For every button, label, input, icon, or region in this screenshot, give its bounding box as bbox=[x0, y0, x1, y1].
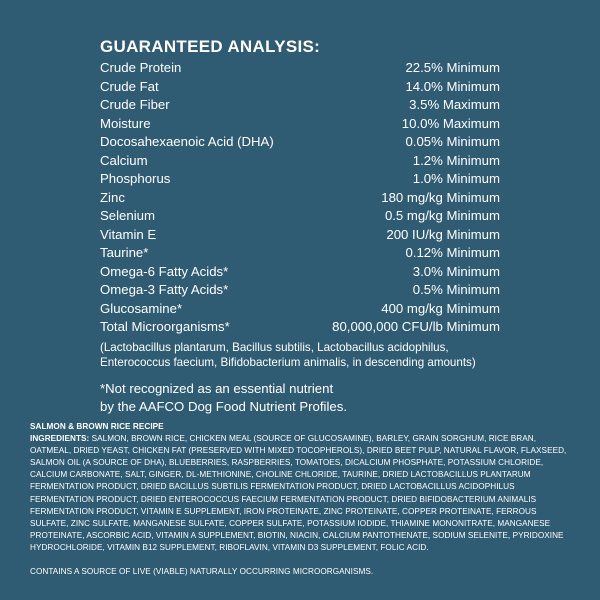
nutrient-value: 180 mg/kg Minimum bbox=[381, 189, 500, 205]
analysis-row bbox=[100, 244, 500, 263]
analysis-row bbox=[100, 133, 500, 152]
nutrient-value: 200 IU/kg Minimum bbox=[386, 226, 500, 242]
footnote-line: by the AAFCO Dog Food Nutrient Profiles. bbox=[100, 399, 348, 414]
nutrient-value: 80,000,000 CFU/lb Minimum bbox=[332, 319, 500, 334]
nutrient-value: 22.5% Minimum bbox=[405, 60, 500, 75]
nutrient-name: Omega-6 Fatty Acids* bbox=[100, 263, 229, 279]
analysis-row bbox=[100, 115, 500, 134]
microorganisms-note-line: Enterococcus faecium, Bifidobacterium animalis, in descending amounts) bbox=[100, 356, 476, 369]
microorganisms-note-line: (Lactobacillus plantarum, Bacillus subtilis, Lactobacillus acidophilus, bbox=[100, 340, 449, 354]
nutrient-value: 3.0% Minimum bbox=[412, 263, 500, 279]
microorganisms-note bbox=[100, 340, 500, 371]
analysis-row bbox=[100, 226, 500, 245]
ingredients-text: SALMON, BROWN RICE, CHICKEN MEAL (SOURCE OF GLUCOSAMINE), BARLEY, GRAIN SORGHUM, RICE BRAN, OATMEAL, DRIED YEAST, CHICKEN FAT (PRESERVED WITH MIXED TOCOPHEROLS), DRIED BEET PULP, NATURAL FLAVOR, FLAXSEED, SALMON OIL (A SOURCE OF DHA), BLUEBERRIES, RASPBERRIES, TOMATOES, DICALCIUM PHOSPHATE, POTASSIUM CHLORIDE, CALCIUM CARBONATE, SALT, GINGER, DL-METHIONINE, CHOLINE CHLORIDE, TAURINE, DRIED LACTOBACILLUS PLANTARUM FERMENTATION PRODUCT, DRIED BACILLUS SUBTILIS FERMENTATION PRODUCT, DRIED LACTOBACILLUS ACIDOPHILUS FERMENTATION PRODUCT, DRIED ENTEROCOCCUS FAECIUM FERMENTATION PRODUCT, DRIED BIFIDOBACTERIUM ANIMALIS FERMENTATION PRODUCT, VITAMIN E SUPPLEMENT, IRON PROTEINATE, ZINC PROTEINATE, COPPER PROTEINATE, FERROUS SULFATE, ZINC SULFATE, MANGANESE SULFATE, COPPER SULFATE, POTASSIUM IODIDE, THIAMINE MONONITRATE, MANGANESE PROTEINATE, ASCORBIC ACID, VITAMIN A SUPPLEMENT, BIOTIN, NIACIN, CALCIUM PANTOTHENATE, SODIUM SELENITE, PYRIDOXINE HYDROCHLORIDE, VITAMIN B12 SUPPLEMENT, RIBOFLAVIN, VITAMIN D3 SUPPLEMENT, FOLIC ACID. bbox=[30, 434, 567, 552]
nutrient-value: 0.05% Minimum bbox=[405, 134, 500, 149]
live-microorganisms-note: CONTAINS A SOURCE OF LIVE (VIABLE) NATURALLY OCCURRING MICROORGANISMS. bbox=[30, 567, 374, 577]
analysis-row bbox=[100, 78, 500, 97]
analysis-row bbox=[100, 263, 500, 282]
analysis-row bbox=[100, 152, 500, 171]
nutrient-value: 0.5 mg/kg Minimum bbox=[384, 208, 500, 223]
ingredients-section bbox=[30, 421, 575, 578]
guaranteed-analysis-heading: GUARANTEED ANALYSIS: bbox=[100, 37, 321, 56]
analysis-row bbox=[100, 59, 500, 78]
nutrient-value: 1.2% Minimum bbox=[412, 152, 500, 168]
nutrient-name: Crude Fat bbox=[100, 78, 159, 94]
nutrient-value: 14.0% Minimum bbox=[405, 78, 500, 94]
nutrient-name: Taurine* bbox=[100, 245, 149, 260]
nutrient-value: 10.0% Maximum bbox=[401, 115, 500, 131]
nutrient-name: Phosphorus bbox=[100, 171, 171, 186]
nutrient-value: 1.0% Minimum bbox=[412, 171, 500, 186]
nutrient-value: 3.5% Maximum bbox=[409, 97, 500, 112]
nutrient-name: Selenium bbox=[100, 208, 155, 223]
analysis-row bbox=[100, 318, 500, 337]
nutrient-name: Crude Protein bbox=[100, 60, 182, 75]
nutrient-name: Vitamin E bbox=[100, 226, 157, 242]
nutrient-name: Zinc bbox=[100, 189, 125, 205]
analysis-row bbox=[100, 189, 500, 208]
nutrient-name: Glucosamine* bbox=[100, 300, 183, 316]
nutrient-name: Moisture bbox=[100, 115, 151, 131]
footnote-line: *Not recognized as an essential nutrient bbox=[100, 380, 334, 396]
nutrient-name: Omega-3 Fatty Acids* bbox=[100, 282, 229, 297]
analysis-row bbox=[100, 207, 500, 226]
analysis-row bbox=[100, 96, 500, 115]
nutrient-name: Crude Fiber bbox=[100, 97, 170, 112]
nutrient-name: Total Microorganisms* bbox=[100, 319, 230, 334]
analysis-row bbox=[100, 281, 500, 300]
recipe-title: SALMON & BROWN RICE RECIPE bbox=[30, 422, 164, 431]
nutrient-value: 0.12% Minimum bbox=[405, 245, 500, 260]
nutrient-name: Docosahexaenoic Acid (DHA) bbox=[100, 134, 274, 149]
analysis-row bbox=[100, 170, 500, 189]
nutrient-value: 400 mg/kg Minimum bbox=[381, 300, 500, 316]
nutrient-name: Calcium bbox=[100, 152, 148, 168]
nutrient-value: 0.5% Minimum bbox=[412, 282, 500, 297]
ingredients-paragraph bbox=[30, 433, 575, 554]
ingredients-label: INGREDIENTS: bbox=[30, 434, 90, 444]
analysis-row bbox=[100, 300, 500, 319]
guaranteed-analysis-panel bbox=[100, 36, 500, 417]
aafco-footnote bbox=[100, 380, 500, 417]
